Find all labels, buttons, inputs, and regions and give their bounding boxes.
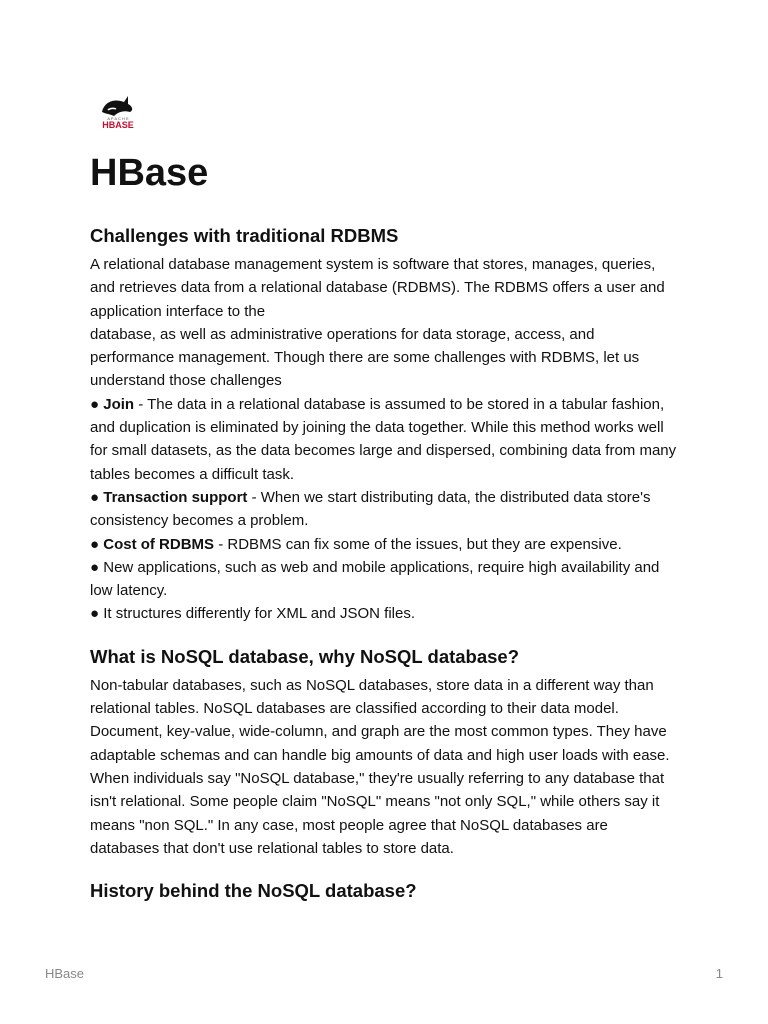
footer-title: HBase	[45, 966, 85, 981]
bullet-item: ● New applications, such as web and mobile applications, require high availability and low latency.	[90, 558, 660, 600]
paragraph: A relational database management system is software that stores, manages, queries, and retrieves data from a relational database (RDBMS). The RDBMS offers a user and application interface to the	[90, 256, 665, 320]
paragraph: Non-tabular databases, such as NoSQL databases, store data in a different way than relational tables. NoSQL databases are classified according to their data model. Document, key-value, wide-column, and graph are the most common types. They have adaptable schemas and can handle big amounts of data and high user loads with ease. When individuals say "NoSQL database," they're usually referring to any database that isn't relational. Some people claim "NoSQL" means "not only SQL," while others say it means "non SQL." In any case, most people agree that NoSQL databases are databases that don't use relational tables to store data.	[90, 676, 670, 857]
bullet-item: ● It structures differently for XML and JSON files.	[90, 605, 416, 623]
page-number: 1	[715, 966, 723, 981]
hbase-logo	[94, 94, 142, 130]
document-body	[90, 148, 680, 904]
section-heading: What is NoSQL database, why NoSQL database?	[90, 645, 520, 667]
paragraph: database, as well as administrative operations for data storage, access, and performance management. Though there are some challenges with RDBMS, let us understand those challenges	[90, 325, 640, 390]
bullet-item: ● Transaction support - When we start distributing data, the distributed data store's consistency becomes a problem.	[90, 488, 651, 530]
svg-text:A P A C H E: A P A C H E	[107, 116, 129, 121]
bullet-item: ● Join - The data in a relational database is assumed to be stored in a tabular fashion, and duplication is eliminated by joining the data together. While this method works well for small datasets, as the data becomes large and dispersed, combining data from many tables becomes a difficult task.	[90, 395, 677, 483]
page-title: HBase	[90, 152, 209, 194]
section-heading: Challenges with traditional RDBMS	[90, 225, 399, 246]
section-heading: History behind the NoSQL database?	[90, 880, 417, 902]
svg-text:HBASE: HBASE	[102, 120, 134, 130]
bullet-item: ● Cost of RDBMS - RDBMS can fix some of the issues, but they are expensive.	[90, 535, 622, 553]
